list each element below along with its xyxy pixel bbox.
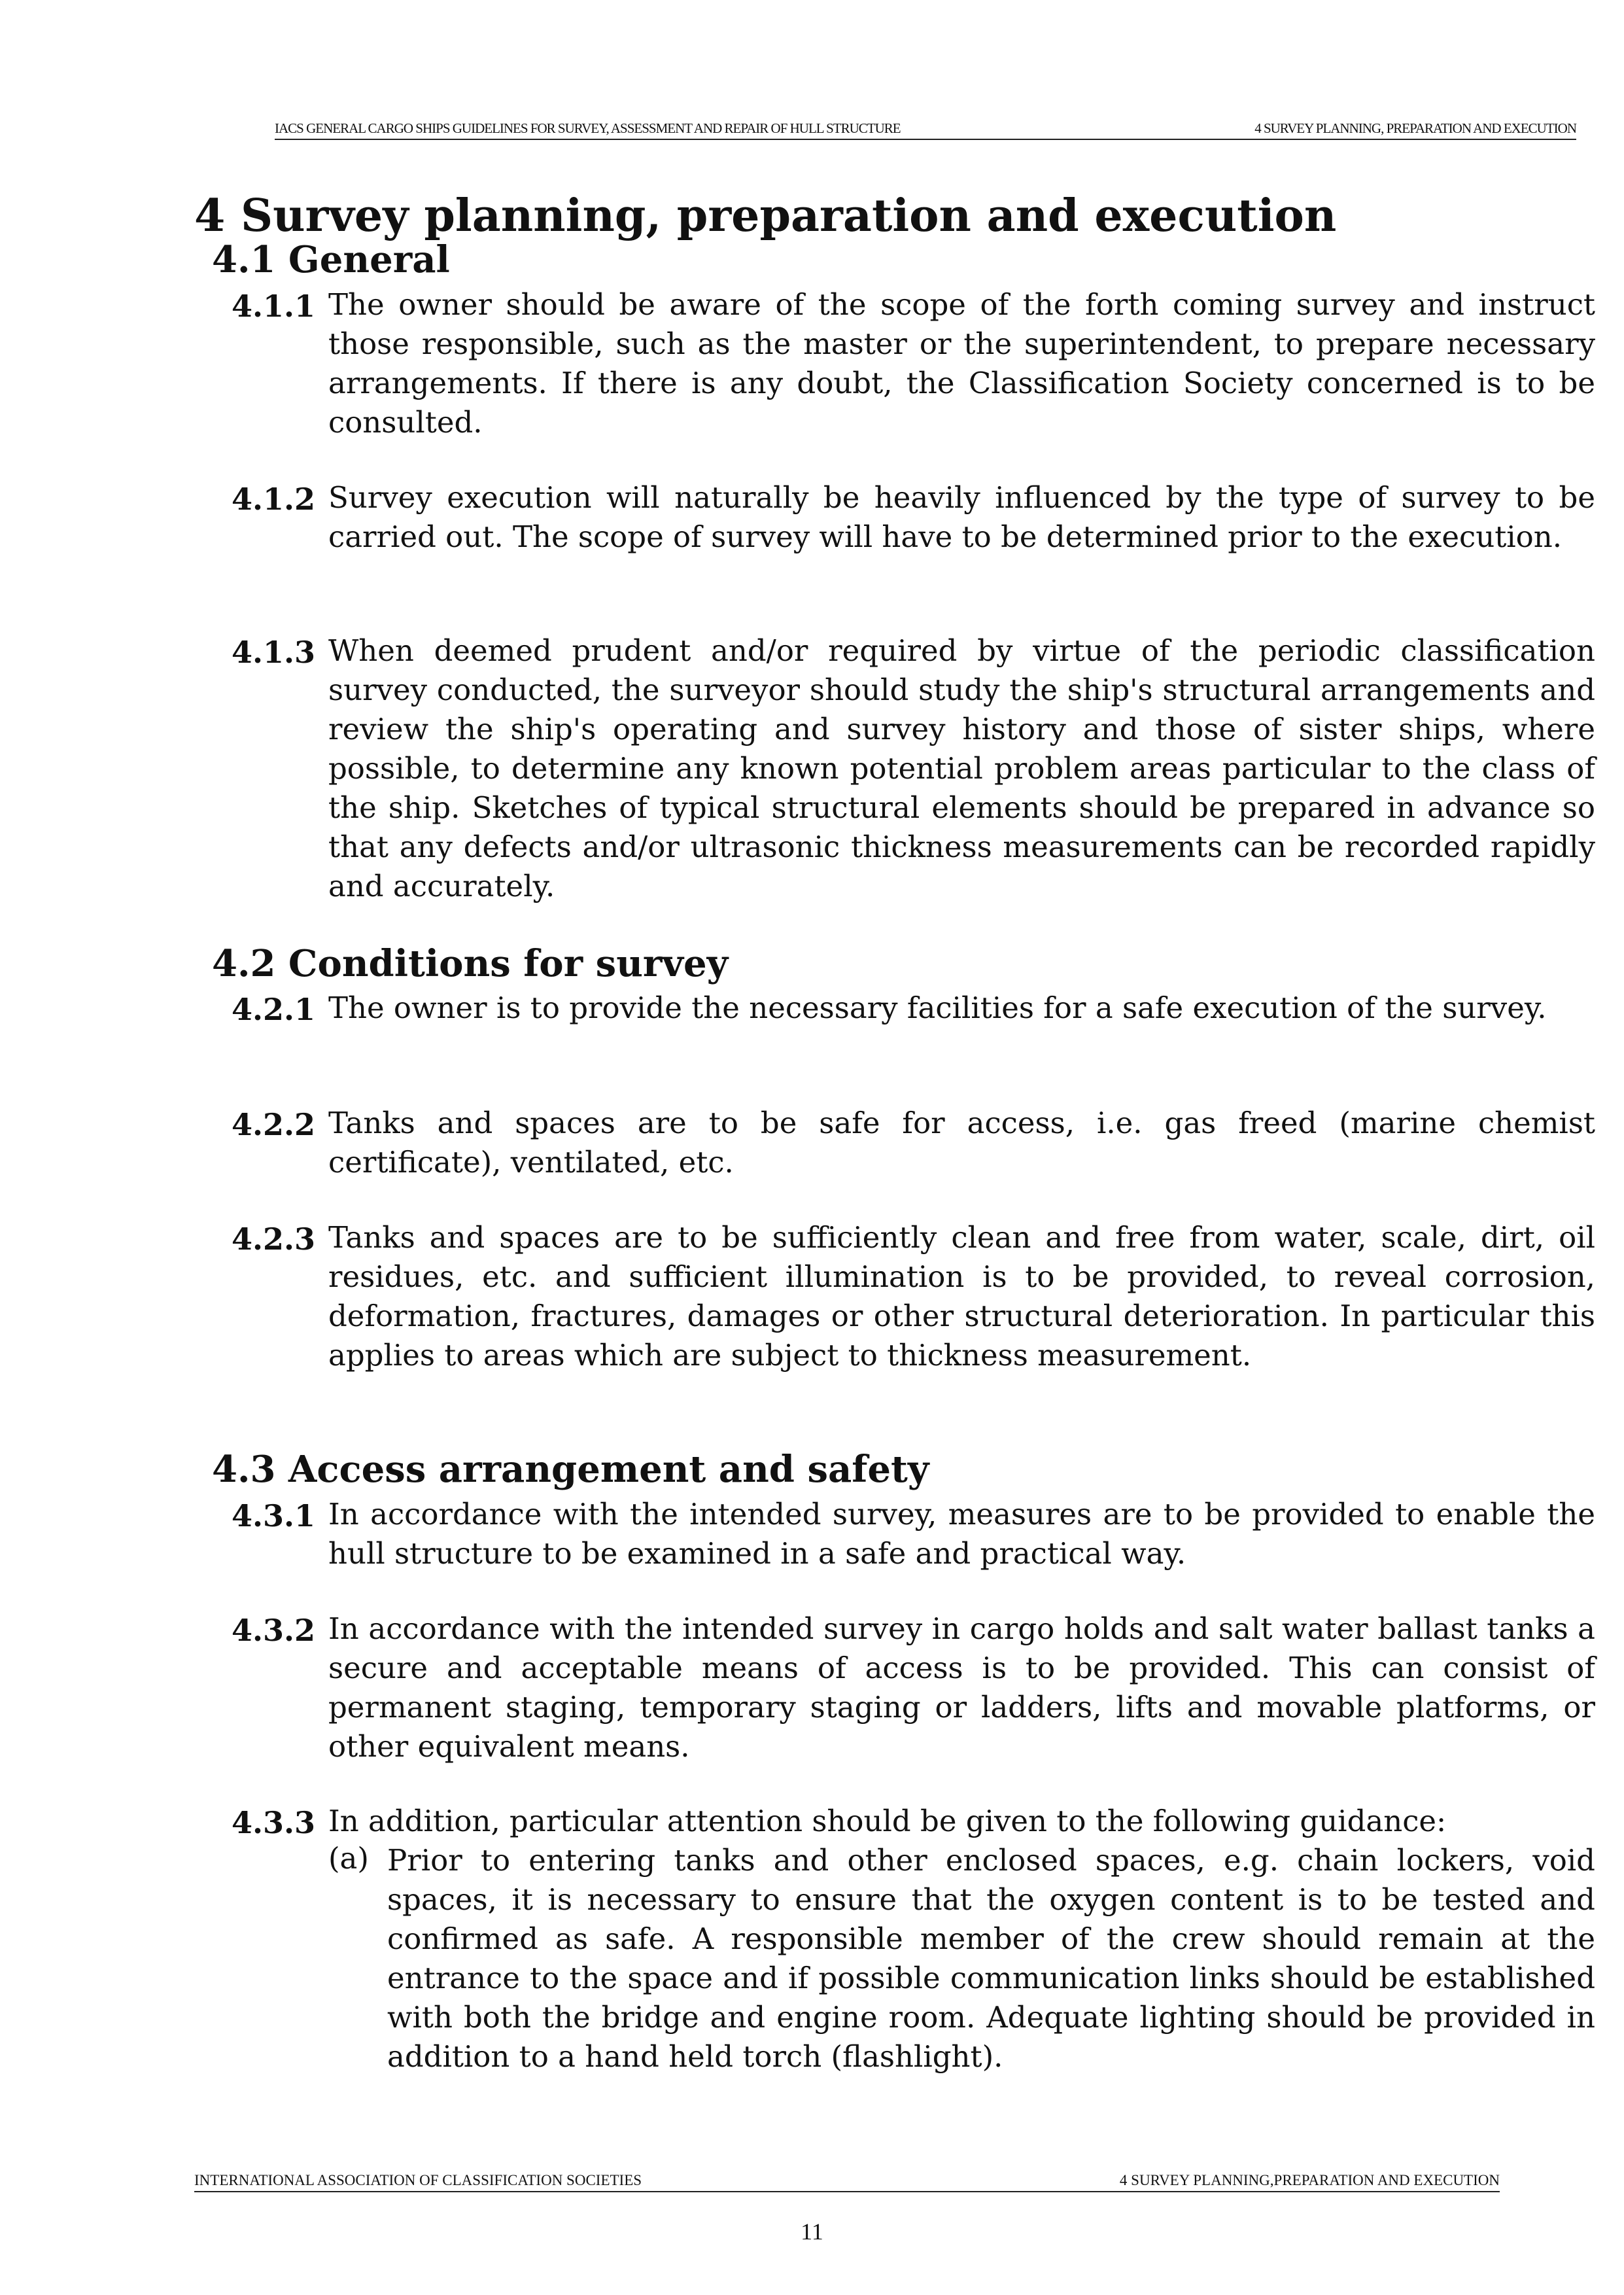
- item-number: 4.3.3: [232, 1805, 316, 1840]
- item-number: 4.1.3: [232, 635, 316, 670]
- item-number: 4.2.3: [232, 1221, 316, 1257]
- paragraph-4-3-3: In addition, particular attention should be given to the following guidance:: [328, 1804, 1447, 1838]
- item-number: 4.2.2: [232, 1107, 316, 1142]
- item-number: 4.1.1: [232, 289, 316, 324]
- paragraph-4-2-3: Tanks and spaces are to be sufficiently clean and free from water, scale, dirt, oil residues, etc. and sufficient illumination is to be provided, to reveal corrosion, deformation, fractures, damages or other structural deterioration. In particular this applies to areas which are subject to thickness measurement.: [328, 1220, 1595, 1373]
- header-left: IACS GENERAL CARGO SHIPS GUIDELINES FOR SURVEY, ASSESSMENT AND REPAIR OF HULL STRUCTURE: [275, 120, 901, 136]
- running-header: [275, 119, 1576, 140]
- item-number: 4.1.2: [232, 482, 316, 517]
- page-number: 11: [801, 2218, 823, 2245]
- paragraph-4-2-1: The owner is to provide the necessary facilities for a safe execution of the survey.: [328, 990, 1547, 1025]
- subitem-a-text: Prior to entering tanks and other enclosed spaces, e.g. chain lockers, void spaces, it is necessary to ensure that the oxygen content is to be tested and confirmed as safe. A responsible member of the crew should remain at the entrance to the space and if possible communication links should be established with both the bridge and engine room. Adequate lighting should be provided in addition to a hand held torch (flashlight).: [387, 1843, 1595, 2074]
- footer-right: 4 SURVEY PLANNING,PREPARATION AND EXECUTION: [1119, 2172, 1500, 2188]
- paragraph-4-3-2: In accordance with the intended survey in cargo holds and salt water ballast tanks a secure and acceptable means of access is to be provided. This can consist of permanent staging, temporary staging or ladders, lifts and movable platforms, or other equivalent means.: [328, 1611, 1595, 1764]
- section-heading-4-3: 4.3 Access arrangement and safety: [212, 1448, 929, 1491]
- header-right: 4 SURVEY PLANNING, PREPARATION AND EXECUTION: [1254, 120, 1576, 136]
- paragraph-4-2-2: Tanks and spaces are to be safe for access, i.e. gas freed (marine chemist certificate), ventilated, etc.: [328, 1106, 1595, 1180]
- section-heading-4-2: 4.2 Conditions for survey: [212, 942, 729, 985]
- running-footer: [194, 2170, 1500, 2192]
- footer-left: INTERNATIONAL ASSOCIATION OF CLASSIFICATION SOCIETIES: [194, 2172, 642, 2188]
- item-number: 4.3.2: [232, 1613, 316, 1648]
- subitem-label: (a): [328, 1841, 369, 1876]
- paragraph-4-1-1: The owner should be aware of the scope of the forth coming survey and instruct those responsible, such as the master or the superintendent, to prepare necessary arrangements. If there is any doubt, the Classification Society concerned is to be consulted.: [328, 287, 1595, 440]
- paragraph-4-1-2: Survey execution will naturally be heavily influenced by the type of survey to be carried out. The scope of survey will have to be determined prior to the execution.: [328, 480, 1595, 554]
- paragraph-4-3-1: In accordance with the intended survey, measures are to be provided to enable the hull structure to be examined in a safe and practical way.: [328, 1497, 1595, 1571]
- page-title: 4 Survey planning, preparation and execution: [194, 190, 1337, 242]
- paragraph-4-1-3: When deemed prudent and/or required by virtue of the periodic classification survey conducted, the surveyor should study the ship's structural arrangements and review the ship's operating and survey history and those of sister ships, where possible, to determine any known potential problem areas particular to the class of the ship. Sketches of typical structural elements should be prepared in advance so that any defects and/or ultrasonic thickness measurements can be recorded rapidly and accurately.: [328, 633, 1595, 903]
- item-number: 4.2.1: [232, 992, 316, 1027]
- section-heading-4-1: 4.1 General: [212, 238, 450, 281]
- item-number: 4.3.1: [232, 1498, 316, 1533]
